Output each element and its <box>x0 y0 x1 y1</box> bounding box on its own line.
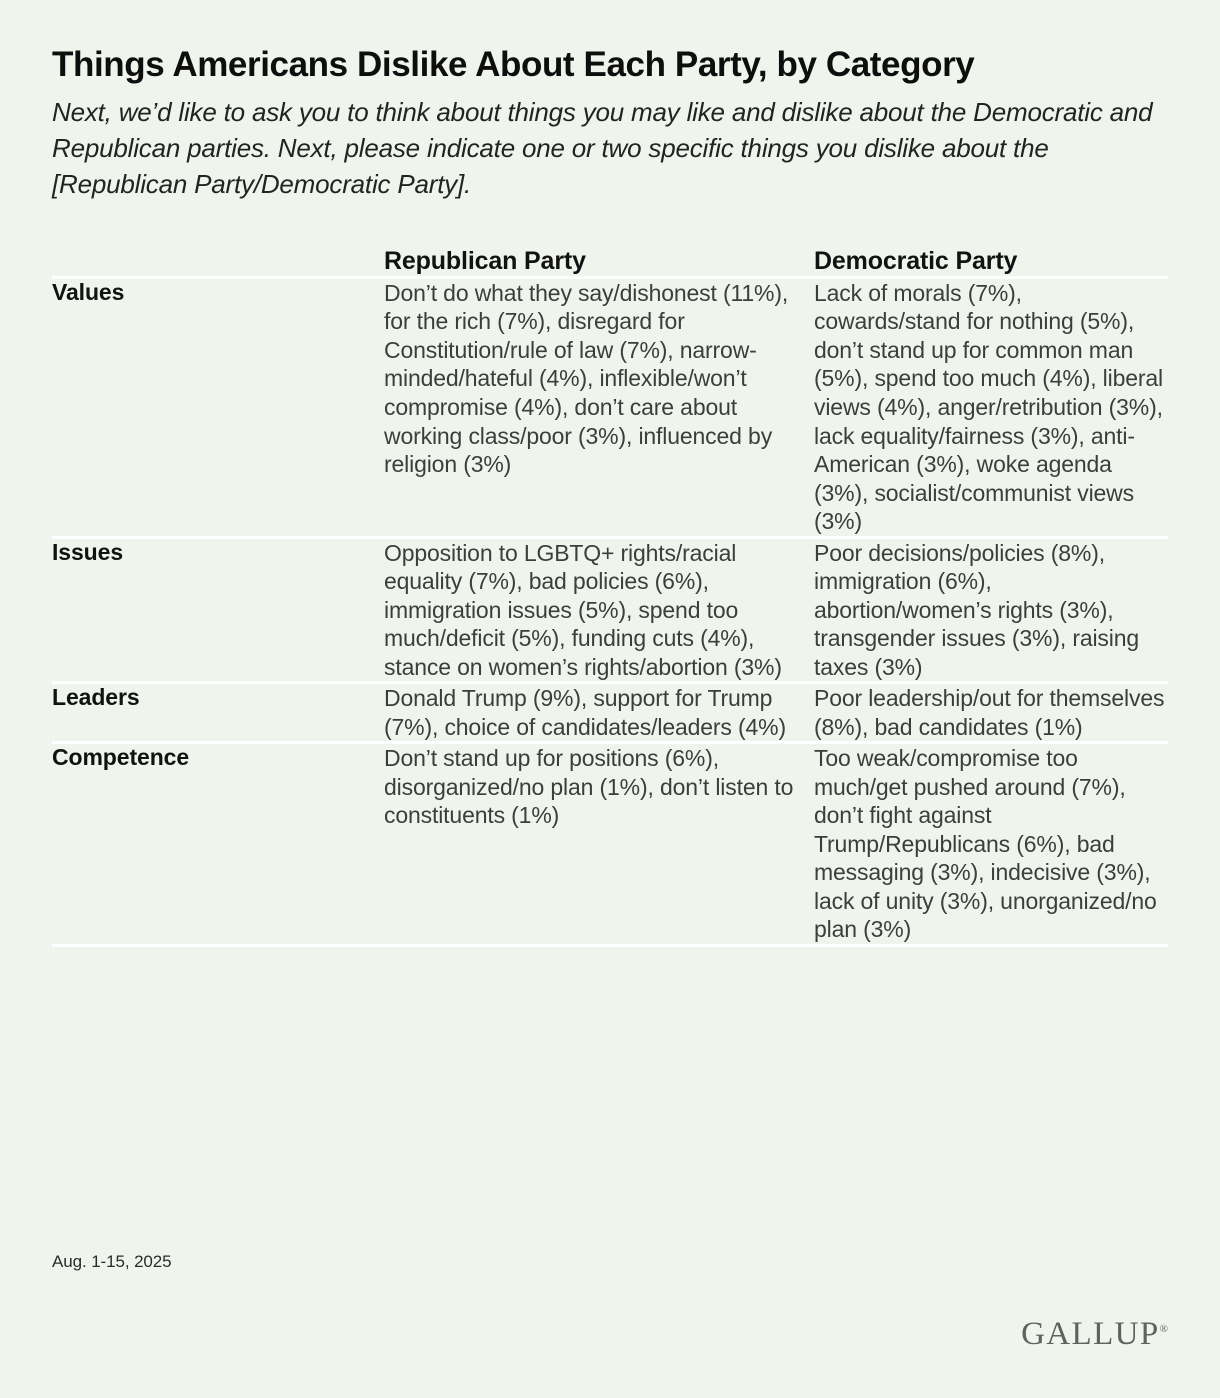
cell-democratic: Lack of morals (7%), cowards/stand for nothing (5%), don’t stand up for common man (5%), spend too much (4%), liberal views (4%), anger/retribution (3%), lack equality/fairness (3%), anti-American (3%), woke agenda (3%), socialist/communist views (3%) <box>814 279 1163 535</box>
table-header-row <box>52 247 1168 278</box>
cell-republican: Don’t stand up for positions (6%), disorganized/no plan (1%), don’t listen to constituents (1%) <box>384 745 794 829</box>
page-subtitle: Next, we’d like to ask you to think about things you may like and dislike about the Democratic and Republican parties. Next, please indicate one or two specific things you dislike about the [Republican Party/Democratic Party]. <box>52 97 1153 200</box>
gallup-logo <box>1021 1318 1168 1351</box>
cell-democratic: Too weak/compromise too much/get pushed around (7%), don’t fight against Trump/Republicans (6%), bad messaging (3%), indecisive (3%), lack of unity (3%), unorganized/no plan (3%) <box>814 745 1157 943</box>
gallup-logo-text: GALLUP <box>1021 1316 1160 1352</box>
table-header <box>52 247 1168 278</box>
survey-date-range: Aug. 1-15, 2025 <box>52 1252 172 1271</box>
row-category-label: Leaders <box>52 684 140 711</box>
dislikes-table <box>52 247 1168 947</box>
row-category-label: Competence <box>52 744 190 771</box>
table-body <box>52 277 1168 945</box>
row-category-label: Values <box>52 278 125 305</box>
table-row <box>52 537 1168 683</box>
column-header-democratic: Democratic Party <box>814 246 1018 275</box>
header <box>52 0 1168 203</box>
row-category-label: Issues <box>52 538 124 565</box>
cell-republican: Opposition to LGBTQ+ rights/racial equality (7%), bad policies (6%), immigration issues (5%), spend too much/deficit (5%), funding cuts (4%), stance on women’s rights/abortion (3%) <box>384 539 782 680</box>
page-title: Things Americans Dislike About Each Party, by Category <box>52 45 975 84</box>
cell-democratic: Poor leadership/out for themselves (8%), bad candidates (1%) <box>814 685 1165 740</box>
cell-democratic: Poor decisions/policies (8%), immigration (6%), abortion/women’s rights (3%), transgender issues (3%), raising taxes (3%) <box>814 539 1140 680</box>
registered-trademark-icon: ® <box>1159 1323 1168 1335</box>
cell-republican: Don’t do what they say/dishonest (11%), for the rich (7%), disregard for Constitution/rule of law (7%), narrow-minded/hateful (4%), inflexible/won’t compromise (4%), don’t care about working class/poor (3%), influenced by religion (3%) <box>384 279 789 478</box>
table-row <box>52 277 1168 537</box>
table-row <box>52 683 1168 743</box>
cell-republican: Donald Trump (9%), support for Trump (7%), choice of candidates/leaders (4%) <box>384 685 786 740</box>
column-header-category <box>52 247 384 278</box>
column-header-republican: Republican Party <box>384 246 586 275</box>
table-row <box>52 743 1168 946</box>
